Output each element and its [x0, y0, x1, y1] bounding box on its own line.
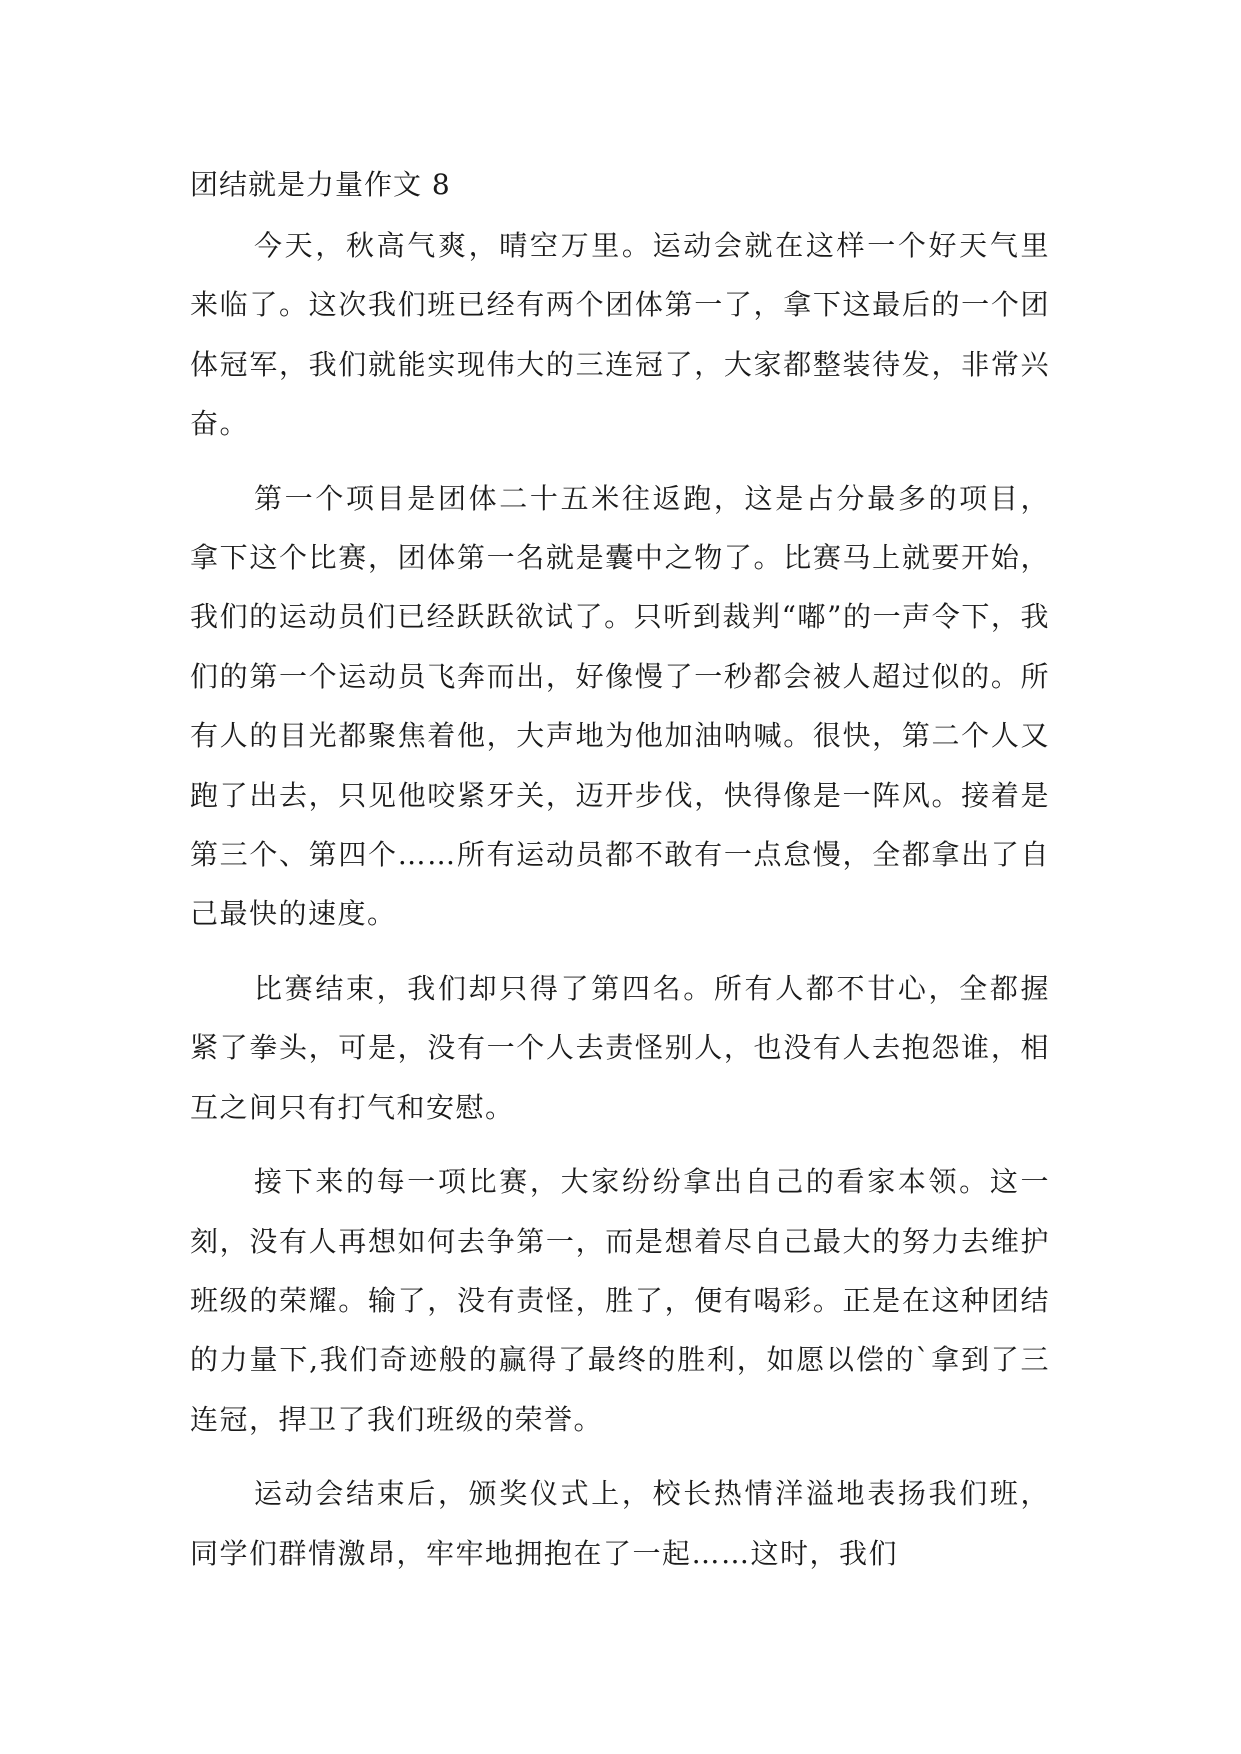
document-body [190, 160, 1050, 1598]
paragraph-3: 比赛结束，我们却只得了第四名。所有人都不甘心，全都握紧了拳头，可是，没有一个人去责怪别人，也没有人去抱怨谁，相互之间只有打气和安慰。 [190, 971, 1050, 1124]
paragraph-2: 第一个项目是团体二十五米往返跑，这是占分最多的项目，拿下这个比赛，团体第一名就是囊中之物了。比赛马上就要开始，我们的运动员们已经跃跃欲试了。只听到裁判“嘟”的一声令下，我们的第一个运动员飞奔而出，好像慢了一秒都会被人超过似的。所有人的目光都聚焦着他，大声地为他加油呐喊。很快，第二个人又跑了出去，只见他咬紧牙关，迈开步伐，快得像是一阵风。接着是第三个、第四个……所有运动员都不敢有一点怠慢，全都拿出了自己最快的速度。 [190, 481, 1050, 931]
paragraph-5: 运动会结束后，颁奖仪式上，校长热情洋溢地表扬我们班，同学们群情激昂，牢牢地拥抱在了一起……这时，我们 [190, 1477, 1050, 1570]
paragraph-4: 接下来的每一项比赛，大家纷纷拿出自己的看家本领。这一刻，没有人再想如何去争第一，而是想着尽自己最大的努力去维护班级的荣耀。输了，没有责怪，胜了，便有喝彩。正是在这种团结的力量下,我们奇迹般的赢得了最终的胜利，如愿以偿的`拿到了三连冠，捍卫了我们班级的荣誉。 [190, 1165, 1050, 1436]
essay-title: 团结就是力量作文 8 [190, 168, 451, 201]
paragraph-1: 今天，秋高气爽，晴空万里。运动会就在这样一个好天气里来临了。这次我们班已经有两个团体第一了，拿下这最后的一个团体冠军，我们就能实现伟大的三连冠了，大家都整装待发，非常兴奋。 [190, 229, 1050, 441]
